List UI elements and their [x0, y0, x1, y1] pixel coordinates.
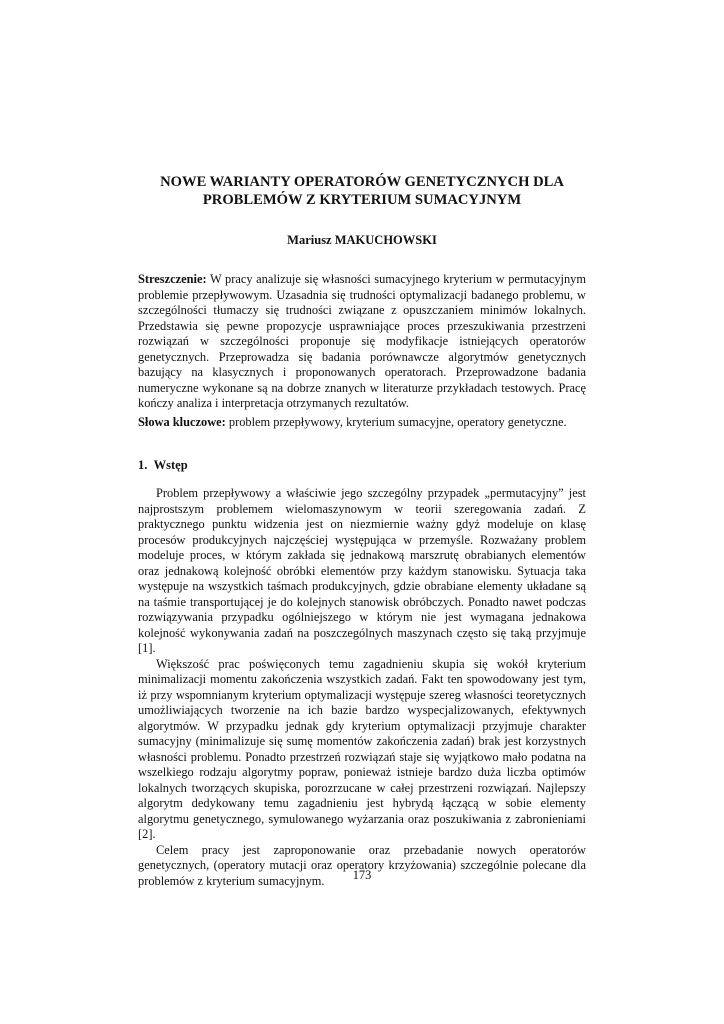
keywords-text: problem przepływowy, kryterium sumacyjne, operatory genetyczne.: [228, 415, 567, 429]
paragraph: Celem pracy jest zaproponowanie oraz przebadanie nowych operatorów genetycznych, (operatory mutacji oraz operatory krzyżowania) szczególnie polecane dla problemów z kryterium sumacyjnym.: [138, 842, 586, 888]
section-heading: [138, 458, 188, 473]
section-number: 1.: [138, 458, 148, 472]
paragraph: Problem przepływowy a właściwie jego szczególny przypadek „permutacyjny” jest najprostszym problemem wielomaszynowym w teorii szeregowania zadań. Z praktycznego punktu widzenia jest on niezmiernie ważny gdyż modeluje on klasę procesów produkcyjnych najczęściej występująca w przemyśle. Rozważany problem modeluje proces, w którym zakłada się jednakową marszrutę obrabianych elementów oraz jednakową kolejność obróbki elementów przy każdym stanowisku. Sytuacja taka występuje na wszystkich taśmach produkcyjnych, gdzie obrabiane elementy układane są na taśmie transportującej je do kolejnych stanowisk obróbczych. Ponadto nawet podczas rozwiązywania przypadku ogólniejszego w którym nie jest wymagana jednakowa kolejność wykonywania zadań na poszczególnych maszynach często się taką przyjmuje [1].: [138, 486, 586, 655]
section-body: [138, 486, 586, 889]
paragraph: Większość prac poświęconych temu zagadnieniu skupia się wokół kryterium minimalizacji momentu zakończenia wszystkich zadań. Fakt ten spowodowany jest tym, iż przy wspomnianym kryterium optymalizacji występuje szereg własności teoretycznych umożliwiających tworzenie na ich bazie bardzo wyspecjalizowanych, efektywnych algorytmów. W przypadku jednak gdy kryterium optymalizacji przyjmuje charakter sumacyjny (minimalizuje się sumę momentów zakończenia zadań) brak jest korzystnych własności problemu. Ponadto przestrzeń rozwiązań staje się wyjątkowo mało podatna na wszelkiego rodzaju algorytmy popraw, ponieważ istnieje bardzo duża liczba optimów lokalnych tworzących skupiska, porozrzucane w całej przestrzeni rozwiązań. Najlepszy algorytm dedykowany temu zagadnieniu jest hybrydą łączącą w sobie elementy algorytmu genetycznego, symulowanego wyżarzania oraz poszukiwania z zabronieniami [2].: [138, 656, 586, 841]
author-name: Mariusz MAKUCHOWSKI: [287, 233, 437, 247]
section-title: Wstęp: [153, 458, 188, 472]
abstract: [138, 272, 586, 412]
keywords: [138, 415, 586, 431]
keywords-label: Słowa kluczowe:: [138, 415, 226, 429]
page-number: 173: [352, 868, 372, 882]
abstract-label: Streszczenie:: [138, 272, 207, 286]
paper-title: [138, 173, 586, 209]
title-line-2: PROBLEMÓW Z KRYTERIUM SUMACYJNYM: [202, 192, 522, 208]
abstract-text: W pracy analizuje się własności sumacyjnego kryterium w permutacyjnym problemie przepływowym. Uzasadnia się trudności optymalizacji badanego problemu, w szczególności tłumaczy się trudności związane z opuszczaniem minimów lokalnych. Przedstawia się pewne propozycje usprawniające proces przeszukiwania przestrzeni rozwiązań w szczególności proponuje się modyfikacje istniejących operatorów genetycznych. Przeprowadza się badania porównawcze algorytmów genetycznych bazujący na klasycznych i proponowanych operatorach. Przeprowadzone badania numeryczne wykonane są na dobrze znanych w literaturze przykładach testowych. Pracę kończy analiza i interpretacja otrzymanych rezultatów.: [138, 272, 586, 410]
title-line-1: NOWE WARIANTY OPERATORÓW GENETYCZNYCH DLA: [160, 174, 564, 190]
